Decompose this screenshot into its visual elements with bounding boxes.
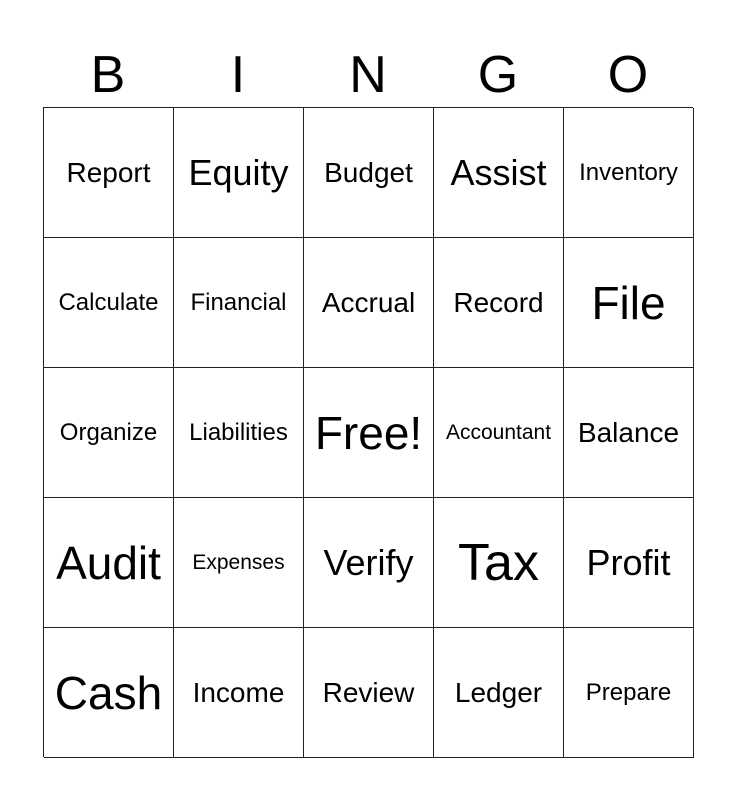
bingo-cell-budget[interactable]: Budget [304,108,434,238]
bingo-cell-tax[interactable]: Tax [434,498,564,628]
bingo-header [43,44,693,106]
header-letter-b: B [90,46,126,104]
bingo-cell-cash[interactable]: Cash [44,628,174,758]
bingo-cell-prepare[interactable]: Prepare [564,628,694,758]
bingo-cell-accountant[interactable]: Accountant [434,368,564,498]
bingo-cell-expenses[interactable]: Expenses [174,498,304,628]
bingo-cell-liabilities[interactable]: Liabilities [174,368,304,498]
bingo-board [43,107,693,757]
bingo-cell-review[interactable]: Review [304,628,434,758]
bingo-cell-financial[interactable]: Financial [174,238,304,368]
bingo-cell-report[interactable]: Report [44,108,174,238]
bingo-cell-record[interactable]: Record [434,238,564,368]
header-letter-g: G [477,46,519,104]
bingo-cell-calculate[interactable]: Calculate [44,238,174,368]
header-letter-n: N [349,46,387,104]
bingo-cell-inventory[interactable]: Inventory [564,108,694,238]
bingo-cell-audit[interactable]: Audit [44,498,174,628]
bingo-cell-ledger[interactable]: Ledger [434,628,564,758]
bingo-cell-accrual[interactable]: Accrual [304,238,434,368]
bingo-cell-profit[interactable]: Profit [564,498,694,628]
header-letter-o: O [607,46,649,104]
bingo-cell-equity[interactable]: Equity [174,108,304,238]
bingo-cell-income[interactable]: Income [174,628,304,758]
bingo-cell-file[interactable]: File [564,238,694,368]
bingo-cell-verify[interactable]: Verify [304,498,434,628]
bingo-cell-assist[interactable]: Assist [434,108,564,238]
bingo-cell-organize[interactable]: Organize [44,368,174,498]
bingo-cell-free-space[interactable]: Free! [304,368,434,498]
header-letter-i: I [230,46,246,104]
bingo-cell-balance[interactable]: Balance [564,368,694,498]
